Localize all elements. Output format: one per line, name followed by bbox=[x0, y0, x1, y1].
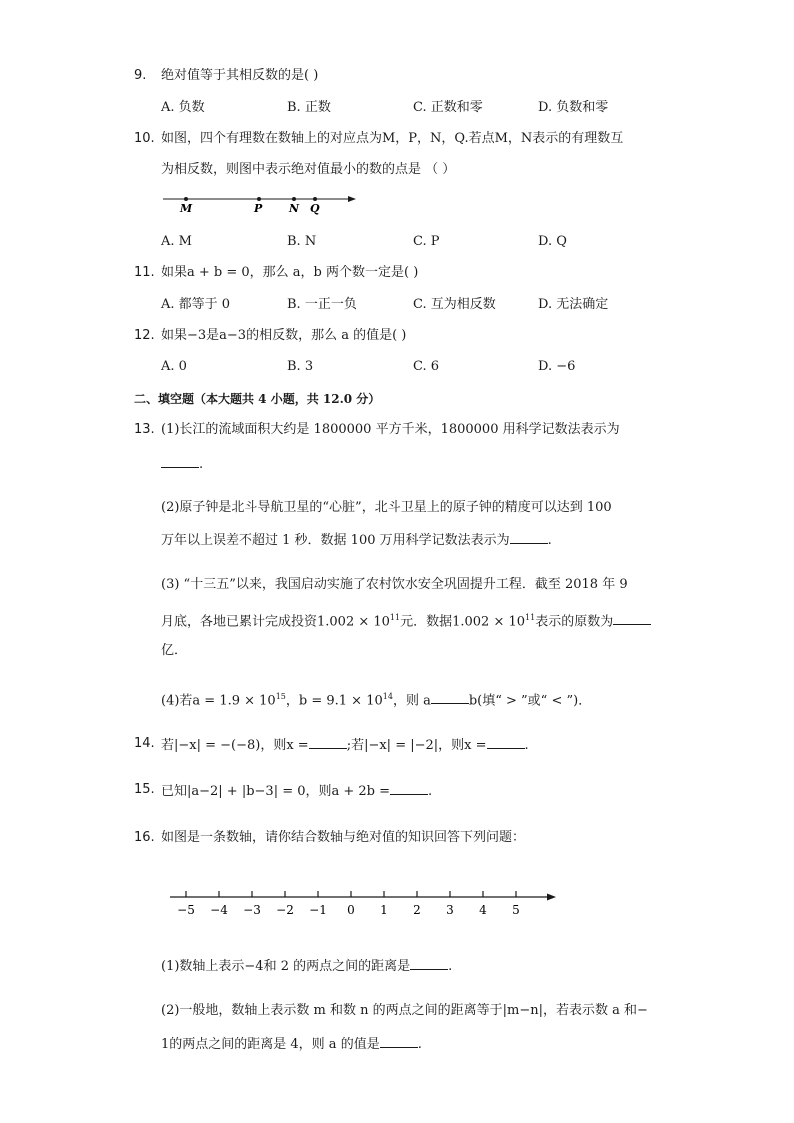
q13-part2-line2: 万年以上误差不超过 1 秒．数据 100 万用科学记数法表示为 . bbox=[161, 533, 552, 548]
q11-option-a: A. 都等于 0 bbox=[161, 297, 231, 312]
q10-number-line bbox=[155, 190, 365, 216]
q11-option-b: B. 一正一负 bbox=[287, 297, 357, 312]
q13-number: 13. bbox=[134, 422, 155, 437]
q10-option-d: D. Q bbox=[538, 234, 567, 249]
axis-arrow bbox=[547, 894, 556, 901]
point-m-dot bbox=[184, 197, 188, 201]
point-p-dot bbox=[257, 197, 261, 201]
point-q-label: Q bbox=[310, 202, 320, 215]
q13-part1-line1: (1)长江的流域面积大约是 1800000 平方千米，1800000 用科学记数法表示为 bbox=[161, 422, 620, 437]
q9-option-a: A. 负数 bbox=[161, 100, 205, 115]
answer-blank[interactable] bbox=[510, 531, 548, 544]
q9-option-d: D. 负数和零 bbox=[538, 100, 609, 115]
answer-blank[interactable] bbox=[613, 612, 651, 625]
answer-blank[interactable] bbox=[161, 455, 199, 468]
q12-stem: 如果−3是a−3的相反数，那么 a 的值是( ) bbox=[161, 328, 407, 343]
q16-number: 16. bbox=[134, 830, 155, 845]
point-q-dot bbox=[313, 197, 317, 201]
tick-label: 2 bbox=[413, 903, 421, 917]
q12-option-a: A. 0 bbox=[161, 359, 187, 374]
answer-blank[interactable] bbox=[487, 736, 525, 749]
tick-label: 0 bbox=[347, 903, 355, 917]
q9-stem: 绝对值等于其相反数的是( ) bbox=[161, 68, 319, 83]
answer-blank[interactable] bbox=[390, 782, 428, 795]
tick-label: −4 bbox=[210, 903, 228, 917]
q12-option-d: D. −6 bbox=[538, 359, 576, 374]
answer-blank[interactable] bbox=[431, 691, 469, 704]
q11-option-d: D. 无法确定 bbox=[538, 297, 609, 312]
answer-blank[interactable] bbox=[309, 736, 347, 749]
tick-label: 1 bbox=[380, 903, 388, 917]
q16-part1: (1)数轴上表示−4和 2 的两点之间的距离是 . bbox=[161, 959, 453, 974]
tick-label: −3 bbox=[243, 903, 261, 917]
q16-number-line bbox=[160, 885, 570, 920]
q12-number: 12. bbox=[134, 328, 155, 343]
q13-part3-line1: (3) “十三五”以来，我国启动实施了农村饮水安全巩固提升工程．截至 2018 年 9 bbox=[161, 577, 628, 592]
answer-blank[interactable] bbox=[380, 1035, 418, 1048]
q10-option-a: A. M bbox=[161, 234, 192, 249]
q10-option-c: C. P bbox=[413, 234, 440, 249]
tick-label: −1 bbox=[309, 903, 327, 917]
q11-option-c: C. 互为相反数 bbox=[413, 297, 496, 312]
tick-label: −5 bbox=[177, 903, 195, 917]
point-n-dot bbox=[292, 197, 296, 201]
q11-stem: 如果a + b = 0，那么 a，b 两个数一定是( ) bbox=[161, 265, 419, 280]
q11-number: 11. bbox=[134, 265, 155, 280]
tick-label: −2 bbox=[276, 903, 294, 917]
axis-arrow bbox=[348, 196, 356, 202]
q15-stem: 已知|a−2| + |b−3| = 0，则a + 2b = . bbox=[161, 784, 433, 799]
point-n-label: N bbox=[289, 202, 300, 215]
q9-option-b: B. 正数 bbox=[287, 100, 331, 115]
point-m-label: M bbox=[180, 202, 193, 215]
tick-label: 3 bbox=[446, 903, 454, 917]
q9-number: 9. bbox=[134, 68, 147, 83]
q10-stem-line2: 为相反数，则图中表示绝对值最小的数的点是 （ ） bbox=[161, 162, 456, 177]
q13-part2-line1: (2)原子钟是北斗导航卫星的“心脏”，北斗卫星上的原子钟的精度可以达到 100 bbox=[161, 500, 612, 515]
section-fill-in-header: 二、填空题（本大题共 4 小题，共 12.0 分） bbox=[134, 392, 381, 406]
q13-part3-line2: 月底，各地已累计完成投资$1.002 \times 10^{11}$元．数据$1.002 \times 10^{11}$表示的原数为 bbox=[161, 610, 651, 630]
q15-number: 15. bbox=[134, 782, 155, 797]
q14-stem: 若|−x| = −(−8)，则x = ;若|−x| = |−2|，则x = . bbox=[161, 738, 529, 753]
q13-part1-answer: . bbox=[161, 455, 203, 473]
point-p-label: P bbox=[254, 202, 263, 215]
q10-number: 10. bbox=[134, 131, 155, 146]
q16-part2-line2: 1的两点之间的距离是 4，则 a 的值是 . bbox=[161, 1037, 422, 1052]
q13-part4: (4)若$a = 1.9 \times 10^{15}$，$b = 9.1 \times 10^{14}$，则 a b(填“ > ”或“ < ”)． bbox=[161, 692, 592, 709]
q13-part3-line3: 亿． bbox=[161, 643, 188, 658]
q12-option-c: C. 6 bbox=[413, 359, 440, 374]
answer-blank[interactable] bbox=[410, 957, 448, 970]
q12-option-b: B. 3 bbox=[287, 359, 314, 374]
q10-stem-line1: 如图，四个有理数在数轴上的对应点为M，P，N，Q.若点M，N表示的有理数互 bbox=[161, 131, 624, 146]
tick-label: 4 bbox=[479, 903, 487, 917]
q14-number: 14. bbox=[134, 736, 155, 751]
q9-option-c: C. 正数和零 bbox=[413, 100, 483, 115]
q16-part2-line1: (2)一般地，数轴上表示数 m 和数 n 的两点之间的距离等于|m−n|，若表示数 a 和− bbox=[161, 1003, 648, 1018]
q10-option-b: B. N bbox=[287, 234, 317, 249]
tick-label: 5 bbox=[512, 903, 520, 917]
q16-stem: 如图是一条数轴，请你结合数轴与绝对值的知识回答下列问题： bbox=[161, 830, 526, 845]
